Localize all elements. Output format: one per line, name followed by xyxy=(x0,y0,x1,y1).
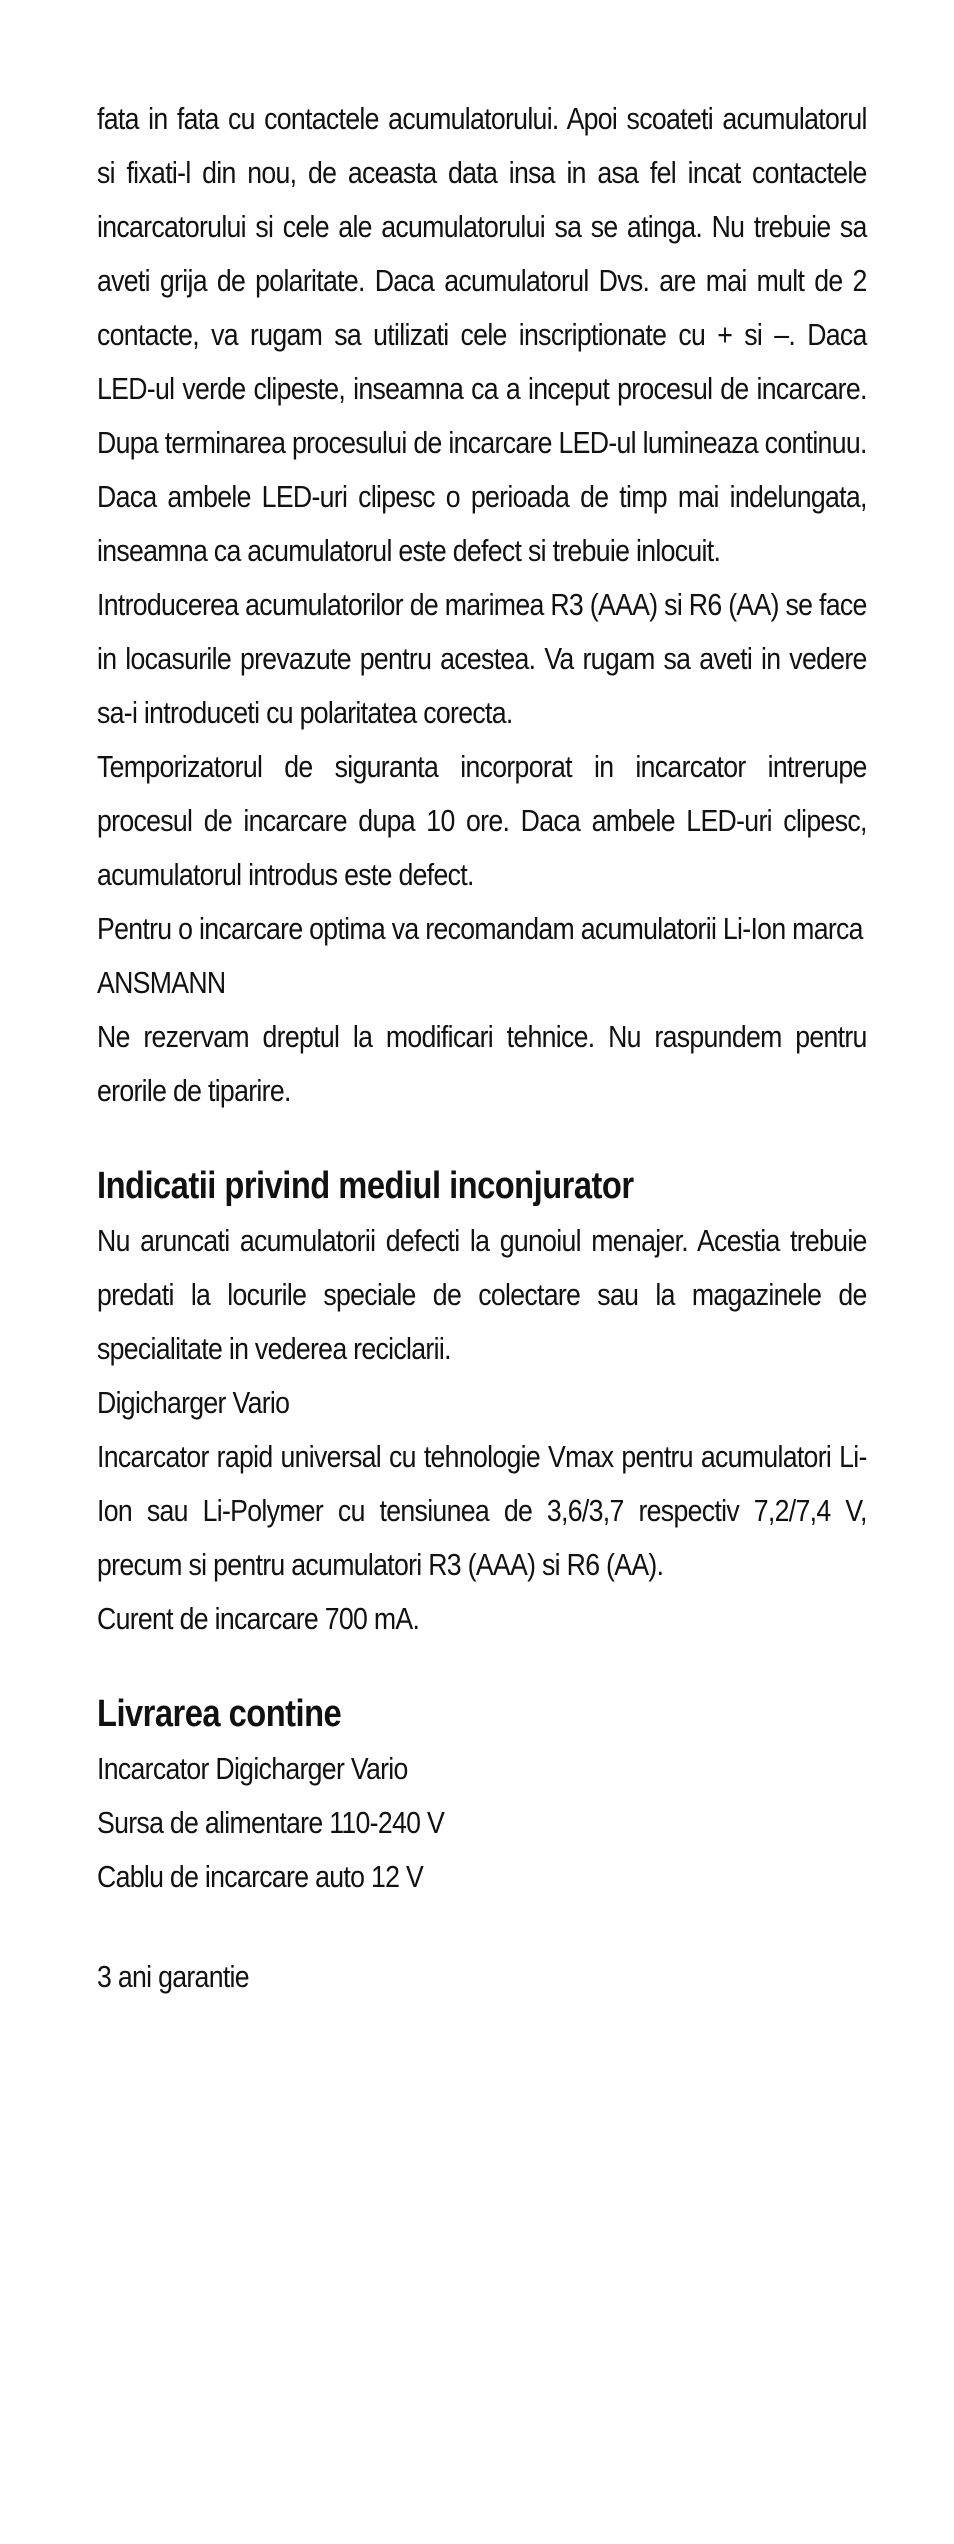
paragraph-charging-current: Curent de incarcare 700 mA. xyxy=(97,1601,420,1636)
delivery-item: Cablu de incarcare auto 12 V xyxy=(97,1859,424,1894)
paragraph-aaa-aa-insertion: Introducerea acumulatorilor de marimea R3 (AAA) si R6 (AA) se face in locasurile prevazute pentru acestea. Va rugam sa aveti in vedere sa-i introduceti cu polaritatea corecta. xyxy=(97,587,867,730)
paragraph-recommendation: Pentru o incarcare optima va recomandam acumulatorii Li-Ion marca ANSMANN xyxy=(97,911,863,1000)
delivery-heading: Livrarea contine xyxy=(97,1693,342,1735)
paragraph-charging-instructions: fata in fata cu contactele acumulatorului. Apoi scoateti acumulatorul si fixati-l din nou, de aceasta data insa in asa fel incat contactele incarcatorului si cele ale acumulatorului sa se atinga. Nu trebuie sa aveti grija de polaritate. Daca acumulatorul Dvs. are mai mult de 2 contacte, va rugam sa utilizati cele inscriptionate cu + si –. Daca LED-ul verde clipeste, inseamna ca a inceput procesul de incarcare. Dupa terminarea procesului de incarcare LED-ul lumineaza continuu. Daca ambele LED-uri clipesc o perioada de timp mai indelungata, inseamna ca acumulatorul este defect si trebuie inlocuit. xyxy=(97,101,867,568)
delivery-item: Sursa de alimentare 110-240 V xyxy=(97,1805,445,1840)
document-page xyxy=(97,92,867,2004)
section-gap xyxy=(97,1118,867,1158)
paragraph-product-description: Incarcator rapid universal cu tehnologie Vmax pentru acumulatori Li-Ion sau Li-Polymer cu tensiunea de 3,6/3,7 respectiv 7,2/7,4 V, precum si pentru acumulatori R3 (AAA) si R6 (AA). xyxy=(97,1439,867,1582)
section-gap xyxy=(97,1646,867,1686)
paragraph-disposal: Nu aruncati acumulatorii defecti la gunoiul menajer. Acestia trebuie predati la locurile speciale de colectare sau la magazinele de specialitate in vederea reciclarii. xyxy=(97,1223,867,1366)
delivery-item: Incarcator Digicharger Vario xyxy=(97,1751,408,1786)
paragraph-disclaimer: Ne rezervam dreptul la modificari tehnice. Nu raspundem pentru erorile de tiparire. xyxy=(97,1019,867,1108)
section-gap xyxy=(97,1904,867,1950)
environment-heading: Indicatii privind mediul inconjurator xyxy=(97,1165,634,1207)
warranty-text: 3 ani garantie xyxy=(97,1959,249,1994)
paragraph-safety-timer: Temporizatorul de siguranta incorporat in incarcator intrerupe procesul de incarcare dupa 10 ore. Daca ambele LED-uri clipesc, acumulatorul introdus este defect. xyxy=(97,749,867,892)
product-name: Digicharger Vario xyxy=(97,1385,290,1420)
